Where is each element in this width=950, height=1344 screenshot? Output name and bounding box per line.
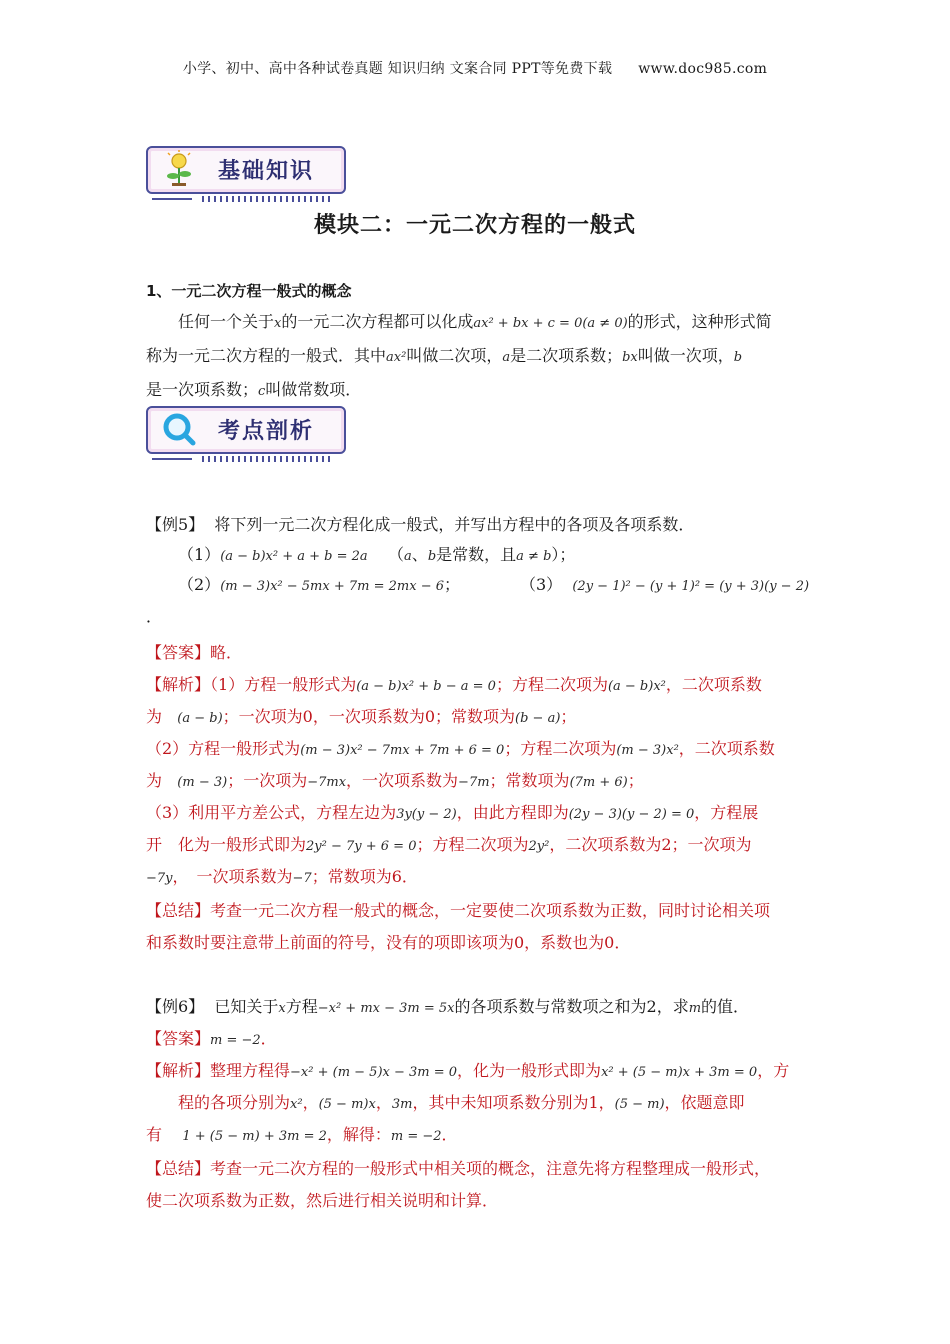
example5-analysis-1a: 【解析】（1）方程一般形式为(a − b)x² + b − a = 0；方程二次项为(a − b)x²，二次项系数 xyxy=(146,675,762,694)
example5-item-3: （3） (2y − 1)² − (y + 1)² = (y + 3)(y − 2) xyxy=(520,575,810,594)
header-site-link[interactable]: www.doc985.com xyxy=(638,61,768,77)
example5-item-1: （1）(a − b)x² + a + b = 2a （a、b是常数，且a ≠ b）； xyxy=(178,545,576,564)
concept-line-3: 是一次项系数；c叫做常数项． xyxy=(146,380,362,399)
example5-analysis-3a: （3）利用平方差公式，方程左边为3y(y − 2)，由此方程即为(2y − 3)(y − 2) = 0，方程展 xyxy=(146,803,759,822)
example5-summary-2: 和系数时要注意带上前面的符号，没有的项即该项为0，系数也为0． xyxy=(146,933,631,952)
example5-question: 【例5】 将下列一元二次方程化成一般式，并写出方程中的各项及各项系数． xyxy=(146,515,695,534)
example6-analysis-2: 程的各项分别为x²，(5 − m)x，3m，其中未知项系数分别为1，(5 − m)，依题意即 xyxy=(178,1093,745,1112)
example5-item-2: （2）(m − 3)x² − 5mx + 7m = 2mx − 6； xyxy=(178,575,461,594)
concept-line-1: 任何一个关于x的一元二次方程都可以化成ax² + bx + c = 0(a ≠ 0)的形式，这种形式简 xyxy=(178,312,772,331)
banner-underline-decoration xyxy=(152,456,340,462)
example5-analysis-2b: 为 (m − 3)；一次项为−7mx，一次项系数为−7m；常数项为(7m + 6)； xyxy=(146,771,644,790)
example6-question: 【例6】 已知关于x方程−x² + mx − 3m = 5x的各项系数与常数项之和为2，求m的值． xyxy=(146,997,750,1016)
example5-analysis-2a: （2）方程一般形式为(m − 3)x² − 7mx + 7m + 6 = 0；方程二次项为(m − 3)x²，二次项系数 xyxy=(146,739,775,758)
banner-label: 考点剖析 xyxy=(218,419,315,444)
example5-analysis-3c: −7y， 一次项系数为−7；常数项为6． xyxy=(146,867,418,886)
example6-summary-2: 使二次项系数为正数，然后进行相关说明和计算． xyxy=(146,1191,499,1210)
example5-summary-1: 【总结】考查一元二次方程一般式的概念，一定要使二次项系数为正数，同时讨论相关项 xyxy=(146,901,771,920)
example6-summary-1: 【总结】考查一元二次方程的一般形式中相关项的概念，注意先将方程整理成一般形式， xyxy=(146,1159,771,1178)
banner-basic-knowledge xyxy=(146,146,346,204)
banner-exam-analysis xyxy=(146,406,346,464)
example6-analysis-3: 有 1 + (5 − m) + 3m = 2，解得：m = −2． xyxy=(146,1125,458,1144)
example5-answer: 【答案】略． xyxy=(146,643,243,662)
example5-item-3-end: ． xyxy=(146,607,163,626)
page-header xyxy=(0,58,950,78)
magnifier-icon xyxy=(160,410,198,448)
section-heading: 1、一元二次方程一般式的概念 xyxy=(146,282,352,300)
example5-analysis-1b: 为 (a − b)；一次项为0，一次项系数为0；常数项为(b − a)； xyxy=(146,707,577,726)
example6-analysis-1: 【解析】整理方程得−x² + (m − 5)x − 3m = 0，化为一般形式即为x² + (5 − m)x + 3m = 0，方 xyxy=(146,1061,790,1080)
lightbulb-plant-icon xyxy=(160,150,198,188)
banner-label: 基础知识 xyxy=(218,159,315,184)
page-title: 模块二：一元二次方程的一般式 xyxy=(313,213,636,238)
concept-line-2: 称为一元二次方程的一般式．其中ax²叫做二次项，a是二次项系数；bx叫做一次项，b xyxy=(146,346,743,365)
example5-analysis-3b: 开 化为一般形式即为2y² − 7y + 6 = 0；方程二次项为2y²，二次项系数为2；一次项为 xyxy=(146,835,752,854)
example6-answer: 【答案】m = −2． xyxy=(146,1029,277,1048)
header-text: 小学、初中、高中各种试卷真题 知识归纳 文案合同 PPT等免费下载 xyxy=(182,61,613,77)
concept-paragraph xyxy=(146,306,810,408)
banner-underline-decoration xyxy=(152,196,340,202)
